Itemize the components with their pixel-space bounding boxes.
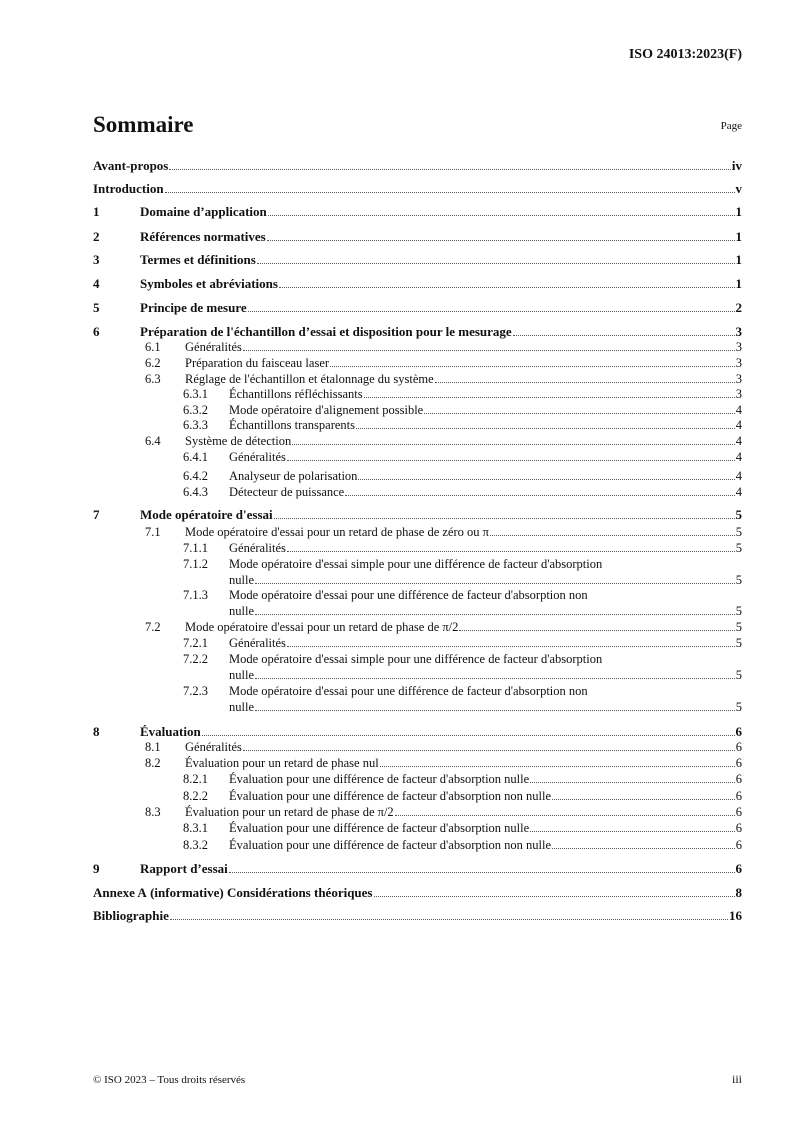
toc-entry-title: Préparation du faisceau laser <box>185 356 330 370</box>
dot-leader <box>530 831 735 832</box>
toc-entry-title: nulle <box>229 604 254 618</box>
toc-entry-page: 5 <box>735 525 742 539</box>
page-column-label: Page <box>720 120 742 132</box>
toc-entry-page: 4 <box>735 418 742 432</box>
toc-entry-number: 8.3.2 <box>183 838 208 852</box>
document-id: ISO 24013:2023(F) <box>628 47 742 62</box>
dot-leader <box>424 413 735 414</box>
toc-entry-number: 7.2 <box>145 620 161 634</box>
toc-entry-title: Évaluation pour une différence de facteur d'absorption non nulle <box>229 838 552 852</box>
annex-type: (informative) <box>146 885 227 900</box>
toc-entry-title: Évaluation pour une différence de facteur d'absorption non nulle <box>229 789 552 803</box>
dot-leader <box>165 192 735 193</box>
toc-entry-title: Mode opératoire d'essai simple pour une différence de facteur d'absorption <box>229 557 603 571</box>
toc-entry-number: 7.2.2 <box>183 652 208 666</box>
dot-leader <box>170 919 728 920</box>
dot-leader <box>274 518 735 519</box>
toc-entry-page: 5 <box>735 636 742 650</box>
toc-entry-page: 1 <box>735 276 742 291</box>
toc-entry-title: Échantillons transparents <box>229 418 356 432</box>
toc-entry-title: Évaluation pour un retard de phase de π/2 <box>185 805 394 819</box>
toc-entry-title: Bibliographie <box>93 908 169 923</box>
dot-leader <box>459 630 734 631</box>
toc-entry-number: 8.3 <box>145 805 161 819</box>
annex-label: Annexe A <box>93 885 147 900</box>
toc-entry-page: 4 <box>735 450 742 464</box>
dot-leader <box>287 646 735 647</box>
toc-entry-page: 6 <box>735 772 742 786</box>
dot-leader <box>374 896 735 897</box>
toc-entry-title: Évaluation pour une différence de facteur d'absorption nulle <box>229 821 530 835</box>
toc-entry-page: 6 <box>735 821 742 835</box>
toc-entry-number: 9 <box>93 861 100 876</box>
toc-entry-number: 8.1 <box>145 740 161 754</box>
dot-leader <box>268 215 735 216</box>
toc-entry-number: 8 <box>93 724 100 739</box>
toc-entry-title: Généralités <box>185 740 242 754</box>
toc-entry-page: 5 <box>735 541 742 555</box>
toc-entry-page: 6 <box>735 724 742 739</box>
toc-entry-page: 6 <box>735 838 742 852</box>
footer-copyright: © ISO 2023 – Tous droits réservés <box>93 1074 246 1086</box>
toc-entry-page: 6 <box>735 740 742 754</box>
toc-entry-number: 7.2.3 <box>183 684 208 698</box>
toc-entry-title: Principe de mesure <box>140 300 247 315</box>
toc-entry-number: 6.4.1 <box>183 450 208 464</box>
dot-leader <box>287 551 735 552</box>
toc-entry-title: Généralités <box>185 340 242 354</box>
dot-leader <box>490 535 735 536</box>
toc-entry-title: Détecteur de puissance <box>229 485 345 499</box>
toc-entry-page: 6 <box>735 789 742 803</box>
dot-leader <box>292 444 735 445</box>
toc-entry-page: 6 <box>735 805 742 819</box>
toc-entry-title: Domaine d’application <box>140 204 267 219</box>
toc-entry-page: 4 <box>735 485 742 499</box>
dot-leader <box>380 766 735 767</box>
toc-entry-page: 5 <box>735 604 742 618</box>
toc-entry-page: 3 <box>735 324 742 339</box>
toc-entry-title: Généralités <box>229 450 286 464</box>
toc-entry-title: Système de détection <box>185 434 292 448</box>
dot-leader <box>513 335 735 336</box>
toc-entry-title: nulle <box>229 668 254 682</box>
dot-leader <box>358 479 734 480</box>
dot-leader <box>552 799 735 800</box>
toc-entry-page: 1 <box>735 204 742 219</box>
toc-entry-title: Mode opératoire d'essai pour un retard de phase de π/2 <box>185 620 459 634</box>
dot-leader <box>248 311 735 312</box>
dot-leader <box>169 169 731 170</box>
dot-leader <box>345 495 735 496</box>
toc-entry-number: 6.4.2 <box>183 469 208 483</box>
dot-leader <box>243 750 735 751</box>
toc-entry-page: 3 <box>735 372 742 386</box>
toc-entry-number: 6.3 <box>145 372 161 386</box>
toc-entry-page: 4 <box>735 469 742 483</box>
toc-entry-page: 5 <box>735 573 742 587</box>
toc-entry-title: Considérations théoriques <box>226 885 373 900</box>
toc-title: Sommaire <box>93 112 194 137</box>
toc-entry-number: 4 <box>93 276 100 291</box>
toc-entry-page: 5 <box>735 620 742 634</box>
toc-entry-title: Échantillons réfléchissants <box>229 387 363 401</box>
toc-entry-number: 6.4 <box>145 434 161 448</box>
toc-entry-page: v <box>735 181 742 196</box>
dot-leader <box>287 460 735 461</box>
toc-entry-title: Mode opératoire d'alignement possible <box>229 403 424 417</box>
toc-entry-number: 6.3.1 <box>183 387 208 401</box>
dot-leader <box>356 428 735 429</box>
dot-leader <box>255 678 735 679</box>
toc-entry-page: 4 <box>735 403 742 417</box>
toc-entry-title: Mode opératoire d'essai pour un retard de phase de zéro ou π <box>185 525 489 539</box>
toc-entry-title: Évaluation pour une différence de facteur d'absorption nulle <box>229 772 530 786</box>
toc-entry-number: 1 <box>93 204 100 219</box>
toc-entry-number: 8.3.1 <box>183 821 208 835</box>
dot-leader <box>530 782 735 783</box>
toc-entry-page: 5 <box>735 668 742 682</box>
toc-entry-title: Préparation de l'échantillon d’essai et disposition pour le mesurage <box>140 324 512 339</box>
toc-entry-page: 4 <box>735 434 742 448</box>
toc-entry-page: 1 <box>735 229 742 244</box>
dot-leader <box>255 710 735 711</box>
toc-entry-number: 6.4.3 <box>183 485 208 499</box>
dot-leader <box>364 397 735 398</box>
toc-entry-page: 8 <box>735 885 742 900</box>
toc-entry-number: 6.2 <box>145 356 161 370</box>
toc-entry-number: 7.2.1 <box>183 636 208 650</box>
dot-leader <box>552 848 735 849</box>
toc-entry-title: Symboles et abréviations <box>140 276 278 291</box>
toc-entry-title: nulle <box>229 700 254 714</box>
dot-leader <box>330 366 735 367</box>
toc-entry-page: 2 <box>735 300 742 315</box>
dot-leader <box>243 350 735 351</box>
toc-entry-number: 7 <box>93 507 100 522</box>
toc-entry-page: 16 <box>729 908 742 923</box>
toc-entry-number: 7.1.2 <box>183 557 208 571</box>
toc-entry-title: Avant-propos <box>93 158 169 173</box>
toc-entry-title: Évaluation <box>140 724 201 739</box>
toc-entry-title: Références normatives <box>140 229 266 244</box>
dot-leader <box>435 382 735 383</box>
toc-entry-page: 3 <box>735 387 742 401</box>
toc-entry-number: 5 <box>93 300 100 315</box>
dot-leader <box>255 614 735 615</box>
toc-entry-number: 8.2.2 <box>183 789 208 803</box>
toc-entry-title: Rapport d’essai <box>140 861 228 876</box>
toc-entry-title: Mode opératoire d'essai pour une différence de facteur d'absorption non <box>229 684 588 698</box>
toc-entry-title: Évaluation pour un retard de phase nul <box>185 756 379 770</box>
toc-entry-number: 3 <box>93 252 100 267</box>
toc-entry-number: 6.1 <box>145 340 161 354</box>
toc-entry-page: 6 <box>735 861 742 876</box>
dot-leader <box>395 815 735 816</box>
toc-entry-page: 1 <box>735 252 742 267</box>
toc-entry-title: Mode opératoire d'essai <box>140 507 273 522</box>
toc-entry-number: 6.3.2 <box>183 403 208 417</box>
toc-entry-page: 6 <box>735 756 742 770</box>
dot-leader <box>255 583 735 584</box>
toc-entry-page: 3 <box>735 356 742 370</box>
toc-entry-page: 5 <box>735 700 742 714</box>
toc-entry-number: 6 <box>93 324 100 339</box>
toc-entry-page: 5 <box>735 507 742 522</box>
toc-entry-page: 3 <box>735 340 742 354</box>
toc-entry-title: Généralités <box>229 636 286 650</box>
toc-entry-title: Réglage de l'échantillon et étalonnage du système <box>185 372 434 386</box>
dot-leader <box>279 287 735 288</box>
toc-entry-number: 7.1.3 <box>183 588 208 602</box>
dot-leader <box>267 240 735 241</box>
toc-entry-title: Mode opératoire d'essai pour une différence de facteur d'absorption non <box>229 588 588 602</box>
toc-entry-number: 6.3.3 <box>183 418 208 432</box>
toc-entry-number: 2 <box>93 229 100 244</box>
toc-entry-title: Termes et définitions <box>140 252 256 267</box>
dot-leader <box>229 872 735 873</box>
footer-page-number: iii <box>731 1072 742 1086</box>
dot-leader <box>202 735 735 736</box>
toc-entry-page: iv <box>731 158 742 173</box>
toc-entry-number: 7.1 <box>145 525 161 539</box>
toc-entry-title: Introduction <box>93 181 164 196</box>
toc-entry-title: nulle <box>229 573 254 587</box>
dot-leader <box>257 263 735 264</box>
toc-entry-title: Généralités <box>229 541 286 555</box>
toc-entry-title: Mode opératoire d'essai simple pour une différence de facteur d'absorption <box>229 652 603 666</box>
toc-entry-title: Analyseur de polarisation <box>229 469 358 483</box>
toc-entry-number: 8.2.1 <box>183 772 208 786</box>
toc-entry-number: 7.1.1 <box>183 541 208 555</box>
toc-entry-number: 8.2 <box>145 756 161 770</box>
